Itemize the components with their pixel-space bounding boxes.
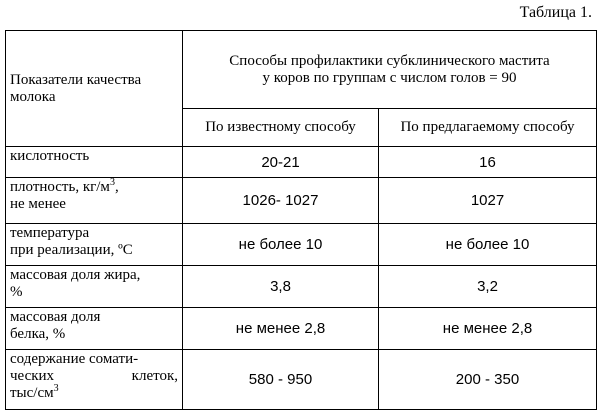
value-proposed: 16 xyxy=(379,147,597,178)
table-row xyxy=(6,224,597,266)
value-known: 580 - 950 xyxy=(183,350,379,410)
label-line xyxy=(10,179,178,196)
label-line: массовая доля xyxy=(10,309,101,325)
table-row xyxy=(6,266,597,308)
value-known: 3,8 xyxy=(183,266,379,308)
label-text: , xyxy=(114,179,119,195)
label-line xyxy=(10,368,178,385)
table-row xyxy=(6,350,597,410)
label-superscript: 3 xyxy=(53,383,59,394)
value-known: не более 10 xyxy=(183,224,379,266)
table-row xyxy=(6,308,597,350)
value-known: 1026- 1027 xyxy=(183,178,379,224)
row-label xyxy=(6,308,183,350)
row-label xyxy=(6,178,183,224)
label-line: содержание сомати- xyxy=(10,351,139,367)
methods-title-line1: Способы профилактики субклинического мастита xyxy=(229,52,550,69)
value-proposed: 1027 xyxy=(379,178,597,224)
label-line: % xyxy=(10,284,23,300)
row-label xyxy=(6,147,183,178)
label-line: температура xyxy=(10,225,90,241)
label-line: при реализации, ºС xyxy=(10,242,133,258)
col-known-header: По известному способу xyxy=(183,109,379,147)
header-row xyxy=(6,31,597,109)
label-line: массовая доля жира, xyxy=(10,267,141,283)
row-label xyxy=(6,266,183,308)
label-line xyxy=(10,385,178,402)
table-caption: Таблица 1. xyxy=(519,4,592,21)
value-known: не менее 2,8 xyxy=(183,308,379,350)
methods-title-line2: у коров по группам с числом голов = 90 xyxy=(262,69,517,86)
value-proposed: не более 10 xyxy=(379,224,597,266)
quality-table xyxy=(5,30,597,410)
label-text: клеток, xyxy=(131,368,178,384)
label-text: плотность, кг/м xyxy=(10,179,110,195)
table-row xyxy=(6,178,597,224)
value-proposed: 3,2 xyxy=(379,266,597,308)
col-proposed-header: По предлагаемому способу xyxy=(379,109,597,147)
label-line: не менее xyxy=(10,196,66,212)
value-proposed: не менее 2,8 xyxy=(379,308,597,350)
label-line: белка, % xyxy=(10,326,66,342)
row-label xyxy=(6,224,183,266)
label-text: ческих xyxy=(10,368,55,384)
value-proposed: 200 - 350 xyxy=(379,350,597,410)
label-line: кислотность xyxy=(10,148,90,164)
methods-header xyxy=(183,31,597,109)
indicators-header xyxy=(6,31,183,147)
label-superscript: 3 xyxy=(109,177,115,188)
value-known: 20-21 xyxy=(183,147,379,178)
label-text: тыс/см xyxy=(10,385,54,401)
indicators-header-text: Показатели качества молока xyxy=(10,71,142,105)
row-label xyxy=(6,350,183,410)
table-row xyxy=(6,147,597,178)
